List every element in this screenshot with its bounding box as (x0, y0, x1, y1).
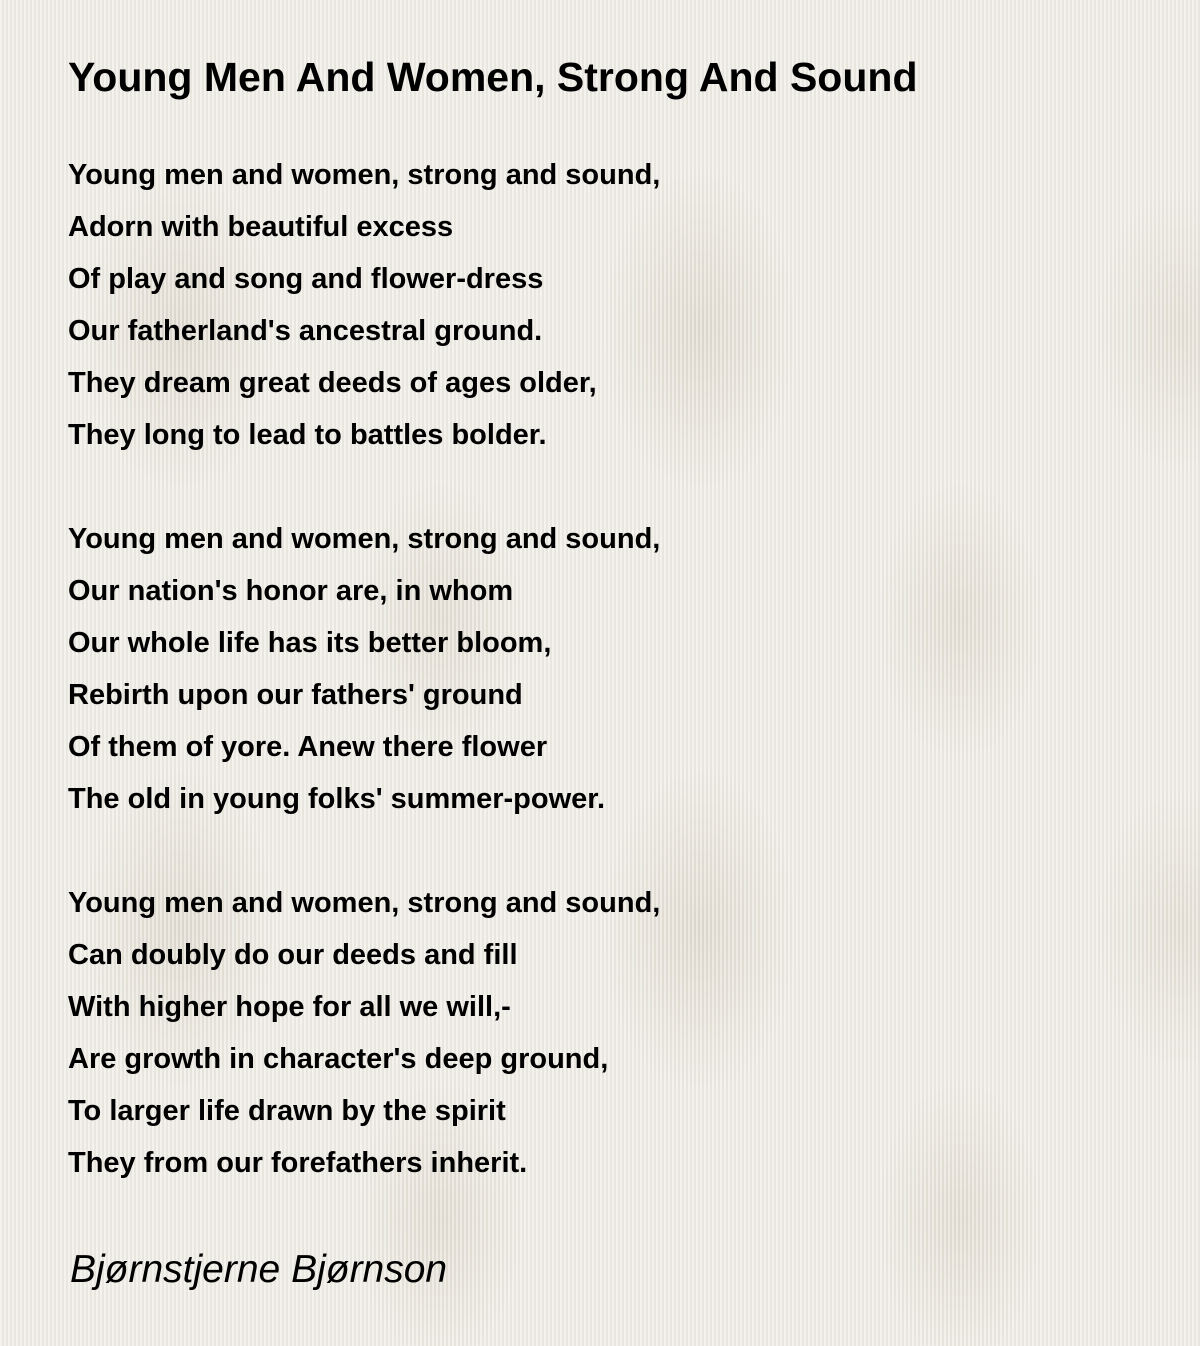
poem-line: Young men and women, strong and sound, (68, 887, 661, 919)
poem-body (68, 149, 660, 1241)
poem-line: They long to lead to battles bolder. (68, 419, 547, 451)
stanza-3 (68, 877, 660, 1189)
poem-title: Young Men And Women, Strong And Sound (68, 54, 918, 100)
poem-line: With higher hope for all we will,- (68, 991, 511, 1023)
poem-line: Of them of yore. Anew there flower (68, 731, 548, 763)
poem-line: They from our forefathers inherit. (68, 1147, 528, 1179)
poem-line: Young men and women, strong and sound, (68, 523, 661, 555)
stanza-2 (68, 513, 660, 825)
poem-line: Rebirth upon our fathers' ground (68, 679, 523, 711)
poem-line: Young men and women, strong and sound, (68, 159, 661, 191)
poem-line: Our fatherland's ancestral ground. (68, 315, 543, 347)
poem-author: Bjørnstjerne Bjørnson (70, 1248, 448, 1291)
poem-line: Can doubly do our deeds and fill (68, 939, 518, 971)
poem-line: They dream great deeds of ages older, (68, 367, 597, 399)
poem-line: Our whole life has its better bloom, (68, 627, 552, 659)
poem-line: The old in young folks' summer-power. (68, 783, 606, 815)
poem-line: To larger life drawn by the spirit (68, 1095, 506, 1127)
stanza-1 (68, 149, 660, 461)
poem-line: Are growth in character's deep ground, (68, 1043, 609, 1075)
poem-line: Adorn with beautiful excess (68, 211, 454, 243)
poem-line: Our nation's honor are, in whom (68, 575, 514, 607)
poem-line: Of play and song and flower-dress (68, 263, 544, 295)
